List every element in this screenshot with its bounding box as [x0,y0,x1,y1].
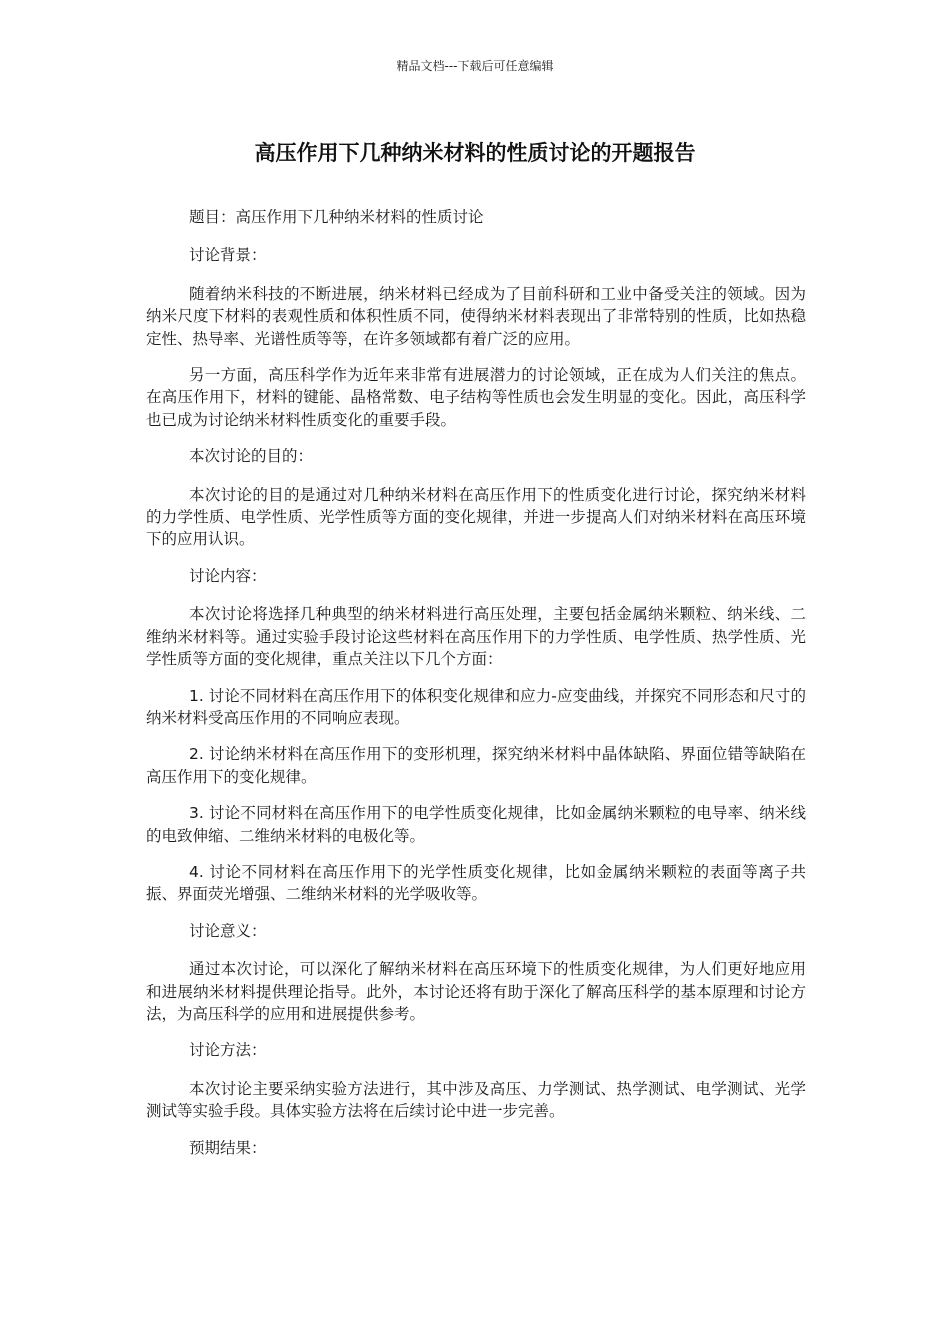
content-item-3: 3. 讨论不同材料在高压作用下的电学性质变化规律，比如金属纳米颗粒的电导率、纳米线的电致伸缩、二维纳米材料的电极化等。 [146,804,806,845]
content-item-4: 4. 讨论不同材料在高压作用下的光学性质变化规律，比如金属纳米颗粒的表面等离子共振、界面荧光增强、二维纳米材料的光学吸收等。 [146,862,806,904]
content-item-2: 2. 讨论纳米材料在高压作用下的变形机理，探究纳米材料中晶体缺陷、界面位错等缺陷在高压作用下的变化规律。 [146,745,806,786]
content-item-1: 1. 讨论不同材料在高压作用下的体积变化规律和应力-应变曲线，并探究不同形态和尺寸的纳米材料受高压作用的不同响应表现。 [146,686,806,727]
section-heading-purpose: 本次讨论的目的： [189,447,314,466]
significance-paragraph: 通过本次讨论，可以深化了解纳米材料在高压环境下的性质变化规律，为人们更好地应用和进展纳米材料提供理论指导。此外，本讨论还将有助于深化了解高压科学的基本原理和讨论方法，为高压科学的应用和进展提供参考。 [146,960,806,1023]
document-title: 高压作用下几种纳米材料的性质讨论的开题报告 [254,141,696,165]
section-heading-content: 讨论内容： [189,566,267,585]
topic-line: 题目：高压作用下几种纳米材料的性质讨论 [189,208,484,226]
background-paragraph-2: 另一方面，高压科学作为近年来非常有进展潜力的讨论领域，正在成为人们关注的焦点。在高压作用下，材料的键能、晶格常数、电子结构等性质也会发生明显的变化。因此，高压科学也已成为讨论纳米材料性质变化的重要手段。 [146,366,806,429]
content-paragraph: 本次讨论将选择几种典型的纳米材料进行高压处理，主要包括金属纳米颗粒、纳米线、二维纳米材料等。通过实验手段讨论这些材料在高压作用下的力学性质、电学性质、热学性质、光学性质等方面的变化规律，重点关注以下几个方面： [146,605,806,669]
section-heading-expected-results: 预期结果： [189,1138,267,1157]
section-heading-method: 讨论方法： [189,1041,267,1060]
purpose-paragraph: 本次讨论的目的是通过对几种纳米材料在高压作用下的性质变化进行讨论，探究纳米材料的力学性质、电学性质、光学性质等方面的变化规律，并进一步提高人们对纳米材料在高压环境下的应用认识。 [146,485,806,549]
background-paragraph-1: 随着纳米科技的不断进展，纳米材料已经成为了目前科研和工业中备受关注的领域。因为纳米尺度下材料的表观性质和体积性质不同，使得纳米材料表现出了非常特别的性质，比如热稳定性、热导率、光谱性质等等，在许多领域都有着广泛的应用。 [146,284,806,348]
header-note: 精品文档---下载后可任意编辑 [396,59,554,73]
section-heading-significance: 讨论意义： [189,921,267,940]
section-heading-background: 讨论背景： [189,246,267,265]
document-body [146,206,806,1175]
method-paragraph: 本次讨论主要采纳实验方法进行，其中涉及高压、力学测试、热学测试、电学测试、光学测试等实验手段。具体实验方法将在后续讨论中进一步完善。 [146,1079,806,1121]
